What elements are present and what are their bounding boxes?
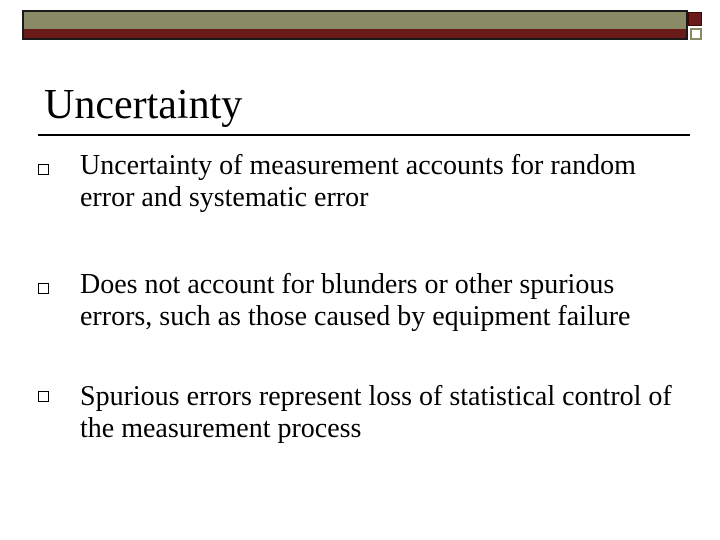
- hollow-square-bullet-icon: [38, 283, 49, 294]
- bullet-text: Spurious errors represent loss of statistical control of the measurement process: [80, 381, 672, 444]
- header-corner-square-dark: [688, 12, 702, 26]
- hollow-square-bullet-icon: [38, 164, 49, 175]
- title-underline: [38, 134, 690, 136]
- slide-title: Uncertainty: [44, 82, 243, 128]
- bullet-text: Does not account for blunders or other spurious errors, such as those caused by equipment failure: [80, 269, 631, 332]
- bullet-text: Uncertainty of measurement accounts for random error and systematic error: [80, 150, 636, 213]
- header-corner-square-light: [690, 28, 702, 40]
- header-decoration-bar: [22, 10, 688, 40]
- header-decoration-stripe: [24, 29, 686, 38]
- hollow-square-bullet-icon: [38, 391, 49, 402]
